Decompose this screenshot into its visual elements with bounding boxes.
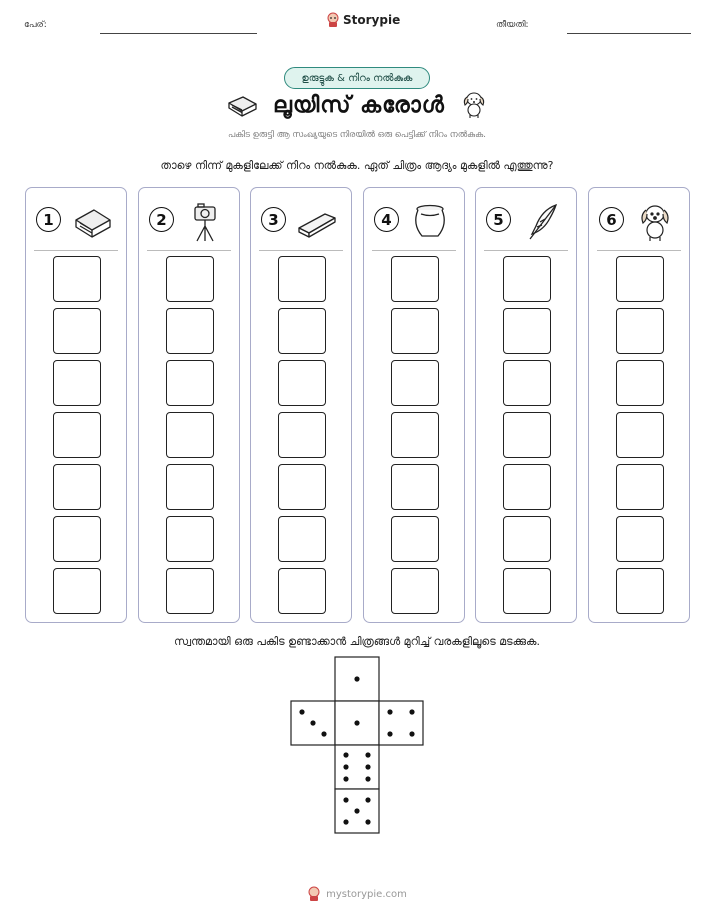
color-box[interactable] bbox=[278, 412, 326, 458]
column-number: 1 bbox=[36, 207, 61, 232]
color-box[interactable] bbox=[503, 568, 551, 614]
color-box[interactable] bbox=[166, 412, 214, 458]
dice-net bbox=[290, 656, 425, 836]
column-header bbox=[26, 202, 126, 242]
column-3 bbox=[250, 187, 352, 623]
color-box[interactable] bbox=[53, 360, 101, 406]
name-line bbox=[100, 33, 257, 34]
color-box[interactable] bbox=[166, 568, 214, 614]
column-divider bbox=[597, 250, 681, 251]
color-box[interactable] bbox=[616, 464, 664, 510]
footer bbox=[0, 886, 714, 902]
puppy-icon bbox=[633, 202, 677, 242]
color-box[interactable] bbox=[166, 256, 214, 302]
column-2 bbox=[138, 187, 240, 623]
cut-instruction: സ്വന്തമായി ഒരു പകിട ഉണ്ടാക്കാൻ ചിത്രങ്ങൾ മുറിച്ച് വരകളിലൂടെ മടക്കുക. bbox=[174, 635, 540, 648]
color-box[interactable] bbox=[391, 412, 439, 458]
color-box[interactable] bbox=[391, 464, 439, 510]
column-number: 4 bbox=[374, 207, 399, 232]
column-divider bbox=[484, 250, 568, 251]
column-header bbox=[589, 202, 689, 242]
color-box[interactable] bbox=[616, 516, 664, 562]
column-5 bbox=[475, 187, 577, 623]
title-row bbox=[0, 90, 714, 120]
color-box[interactable] bbox=[278, 516, 326, 562]
book-icon bbox=[225, 91, 259, 119]
color-box[interactable] bbox=[391, 256, 439, 302]
instruction: താഴെ നിന്ന് മുകളിലേക്ക് നിറം നൽകുക. ഏത് ചിത്രം ആദ്യം മുകളിൽ എത്തുന്നു? bbox=[160, 159, 554, 172]
column-divider bbox=[147, 250, 231, 251]
subtitle: പകിട ഉരുട്ടി ആ സംഖ്യയുടെ നിരയിൽ ഒരു പെട്ടിക്ക് നിറം നൽകുക. bbox=[228, 130, 486, 140]
column-divider bbox=[372, 250, 456, 251]
date-line bbox=[567, 33, 691, 34]
color-box[interactable] bbox=[278, 360, 326, 406]
puppy-icon bbox=[459, 90, 489, 120]
color-box[interactable] bbox=[53, 256, 101, 302]
column-number: 6 bbox=[599, 207, 624, 232]
color-box[interactable] bbox=[53, 464, 101, 510]
color-box[interactable] bbox=[278, 568, 326, 614]
column-number: 5 bbox=[486, 207, 511, 232]
color-box[interactable] bbox=[166, 308, 214, 354]
color-box[interactable] bbox=[503, 464, 551, 510]
column-divider bbox=[34, 250, 118, 251]
brand-logo bbox=[326, 12, 400, 28]
column-number: 2 bbox=[149, 207, 174, 232]
column-header bbox=[364, 202, 464, 242]
footer-url: mystorypie.com bbox=[326, 888, 407, 900]
color-box[interactable] bbox=[616, 568, 664, 614]
column-header bbox=[139, 202, 239, 242]
page-title: ലൂയിസ് കരോൾ bbox=[273, 92, 445, 118]
pot-icon bbox=[408, 202, 452, 242]
color-box[interactable] bbox=[503, 412, 551, 458]
column-header bbox=[251, 202, 351, 242]
column-header bbox=[476, 202, 576, 242]
date-label: തീയതി: bbox=[496, 20, 529, 30]
color-box[interactable] bbox=[391, 360, 439, 406]
color-box[interactable] bbox=[616, 412, 664, 458]
brand-name: Storypie bbox=[343, 13, 401, 27]
color-box[interactable] bbox=[166, 360, 214, 406]
column-6 bbox=[588, 187, 690, 623]
book-icon bbox=[70, 202, 114, 242]
column-number: 3 bbox=[261, 207, 286, 232]
color-box[interactable] bbox=[391, 568, 439, 614]
color-box[interactable] bbox=[503, 308, 551, 354]
color-box[interactable] bbox=[166, 464, 214, 510]
color-box[interactable] bbox=[278, 308, 326, 354]
color-box[interactable] bbox=[616, 308, 664, 354]
color-box[interactable] bbox=[53, 568, 101, 614]
color-box[interactable] bbox=[391, 308, 439, 354]
column-divider bbox=[259, 250, 343, 251]
column-4 bbox=[363, 187, 465, 623]
color-box[interactable] bbox=[278, 464, 326, 510]
dice-face-4 bbox=[379, 701, 423, 745]
feather-quill-icon bbox=[520, 202, 564, 242]
color-box[interactable] bbox=[278, 256, 326, 302]
storypie-mascot-icon bbox=[326, 12, 340, 28]
color-box[interactable] bbox=[391, 516, 439, 562]
color-box[interactable] bbox=[503, 360, 551, 406]
color-box[interactable] bbox=[53, 308, 101, 354]
storypie-mascot-icon bbox=[307, 886, 321, 902]
activity-tag: ഉരുട്ടുക & നിറം നൽകുക bbox=[284, 67, 430, 89]
color-box[interactable] bbox=[616, 256, 664, 302]
color-box[interactable] bbox=[503, 256, 551, 302]
color-box[interactable] bbox=[616, 360, 664, 406]
color-box[interactable] bbox=[166, 516, 214, 562]
eraser-icon bbox=[295, 202, 339, 242]
color-box[interactable] bbox=[53, 412, 101, 458]
color-box[interactable] bbox=[53, 516, 101, 562]
dice-face-6 bbox=[335, 745, 379, 789]
name-label: പേര്: bbox=[24, 20, 47, 30]
column-1 bbox=[25, 187, 127, 623]
camera-tripod-icon bbox=[183, 202, 227, 242]
color-box[interactable] bbox=[503, 516, 551, 562]
